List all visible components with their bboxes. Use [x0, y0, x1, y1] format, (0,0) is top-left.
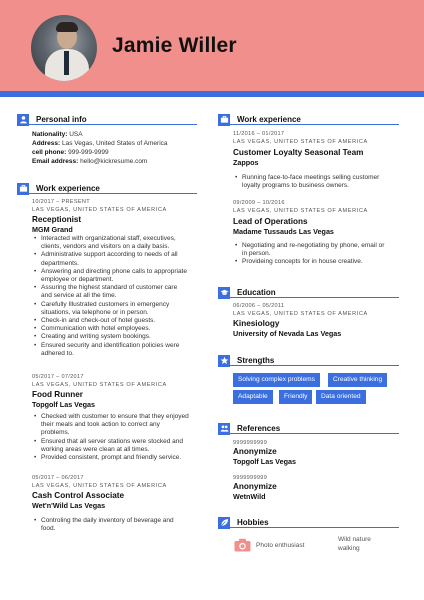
list-item: • Provided consistent, prompt and friendly service.: [32, 454, 189, 462]
strength-tag: Solving complex problems: [233, 373, 320, 387]
reference-name: Anonymize: [233, 482, 277, 491]
hobbies-section-title: Hobbies: [218, 516, 269, 529]
job-bullets: [32, 517, 174, 533]
person-name: Jamie Willer: [112, 34, 237, 57]
job-company: Madame Tussauds Las Vegas: [233, 227, 334, 236]
job-role: Customer Loyalty Seasonal Team: [233, 148, 364, 157]
list-item: • Check-in and check-out of hotel guests.: [32, 317, 187, 325]
job-location: LAS VEGAS, UNITED STATES OF AMERICA: [233, 139, 368, 145]
job-role: Receptionist: [32, 215, 82, 224]
strengths-section-title: Strengths: [218, 354, 274, 367]
section-divider: [218, 297, 399, 298]
list-item: adhered to.: [41, 349, 74, 357]
list-item: • Provideing concepts for in house creative.: [233, 258, 384, 266]
work-experience-section-title: Work experience: [218, 113, 301, 126]
education-dates: 06/2006 – 05/2011: [233, 303, 285, 309]
job-bullets: [233, 242, 384, 267]
job-company: Zappos: [233, 158, 259, 167]
job-location: LAS VEGAS, UNITED STATES OF AMERICA: [233, 208, 368, 214]
list-item: employee or department.: [41, 276, 114, 284]
hobby-item: walking: [338, 545, 360, 552]
reference-company: Topgolf Las Vegas: [233, 457, 296, 466]
education-degree: Kinesiology: [233, 319, 280, 328]
list-item: • Controling the daily inventory of beverage and: [32, 517, 174, 525]
list-item: • Negotiating and re-negotiating by phone, email or: [233, 242, 384, 250]
list-item: • Communication with hotel employees.: [32, 325, 187, 333]
reference-company: WetnWild: [233, 492, 266, 501]
job-dates: 10/2017 – PRESENT: [32, 199, 90, 205]
section-divider: [17, 193, 197, 194]
job-location: LAS VEGAS, UNITED STATES OF AMERICA: [32, 483, 167, 489]
job-dates: 05/2017 – 07/2017: [32, 374, 84, 380]
section-divider: [218, 124, 399, 125]
list-item: • Running face-to-face meetings selling customer: [233, 174, 379, 182]
list-item: and service at all the time.: [41, 292, 117, 300]
camera-icon: [234, 538, 251, 552]
job-location: LAS VEGAS, UNITED STATES OF AMERICA: [32, 382, 167, 388]
education-school: University of Nevada Las Vegas: [233, 329, 342, 338]
list-item: their meals and took action to correct any: [41, 421, 160, 429]
job-bullets: [32, 235, 187, 358]
reference-phone: 9999999999: [233, 440, 268, 446]
list-item: departments.: [41, 259, 79, 267]
list-item: • Assuring the highest standard of customer care: [32, 284, 187, 292]
job-role: Lead of Operations: [233, 217, 308, 226]
header-accent-bar: [0, 91, 424, 97]
job-dates: 09/2009 – 10/2016: [233, 200, 285, 206]
job-dates: 11/2016 – 01/2017: [233, 131, 285, 137]
job-company: Wet'n'Wild Las Vegas: [32, 501, 106, 510]
hobby-item: Wild nature: [338, 536, 371, 543]
list-item: food.: [41, 525, 56, 533]
strength-tag: Friendly: [279, 390, 312, 404]
list-item: in person.: [242, 250, 271, 258]
personal-row: Email address: hello@kickresume.com: [32, 158, 148, 165]
job-role: Cash Control Associate: [32, 491, 125, 500]
list-item: • Creating and writing system bookings.: [32, 333, 187, 341]
section-divider: [218, 365, 399, 366]
personal-row: cell phone: 999-999-9999: [32, 149, 109, 156]
list-item: problems.: [41, 429, 70, 437]
list-item: situations, via telephone or in person.: [41, 308, 149, 316]
personal-row: Nationality: USA: [32, 131, 83, 138]
job-location: LAS VEGAS, UNITED STATES OF AMERICA: [32, 207, 167, 213]
strength-tag: Adaptable: [233, 390, 273, 404]
section-divider: [218, 527, 399, 528]
strength-tag: Creative thinking: [328, 373, 387, 387]
list-item: • Administrative support according to needs of all: [32, 251, 187, 259]
strength-tag: Data oriented: [316, 390, 366, 404]
list-item: • Carefully Illustrated customers in emergency: [32, 301, 187, 309]
personal-row: Address: Las Vegas, United States of America: [32, 140, 168, 147]
list-item: • Interacted with organizational staff, executives,: [32, 235, 187, 243]
job-dates: 05/2017 – 06/2017: [32, 475, 84, 481]
list-item: • Checked with customer to ensure that they enjoyed: [32, 413, 189, 421]
job-company: MGM Grand: [32, 225, 73, 234]
job-company: Topgolf Las Vegas: [32, 400, 95, 409]
job-bullets: [32, 413, 189, 462]
list-item: working areas were clean at all times.: [41, 445, 150, 453]
list-item: • Ensured that all server stations were stocked and: [32, 438, 189, 446]
list-item: clients, vendors and visitors on a daily basis.: [41, 243, 170, 251]
avatar: [31, 15, 97, 81]
references-section-title: References: [218, 422, 280, 435]
job-role: Food Runner: [32, 390, 83, 399]
list-item: loyalty programs to business owners.: [242, 182, 349, 190]
section-divider: [17, 124, 197, 125]
list-item: • Answering and directing phone calls to appropriate: [32, 268, 187, 276]
hobby-item: Photo enthusiast: [256, 542, 305, 549]
personal-info-section-title: Personal info: [17, 113, 87, 126]
section-divider: [218, 433, 399, 434]
reference-name: Anonymize: [233, 447, 277, 456]
work-experience-section-title: Work experience: [17, 182, 100, 195]
job-bullets: [233, 174, 379, 190]
education-location: LAS VEGAS, UNITED STATES OF AMERICA: [233, 311, 368, 317]
reference-phone: 9999999999: [233, 475, 268, 481]
list-item: • Ensured security and identification policies were: [32, 342, 187, 350]
education-section-title: Education: [218, 286, 276, 299]
